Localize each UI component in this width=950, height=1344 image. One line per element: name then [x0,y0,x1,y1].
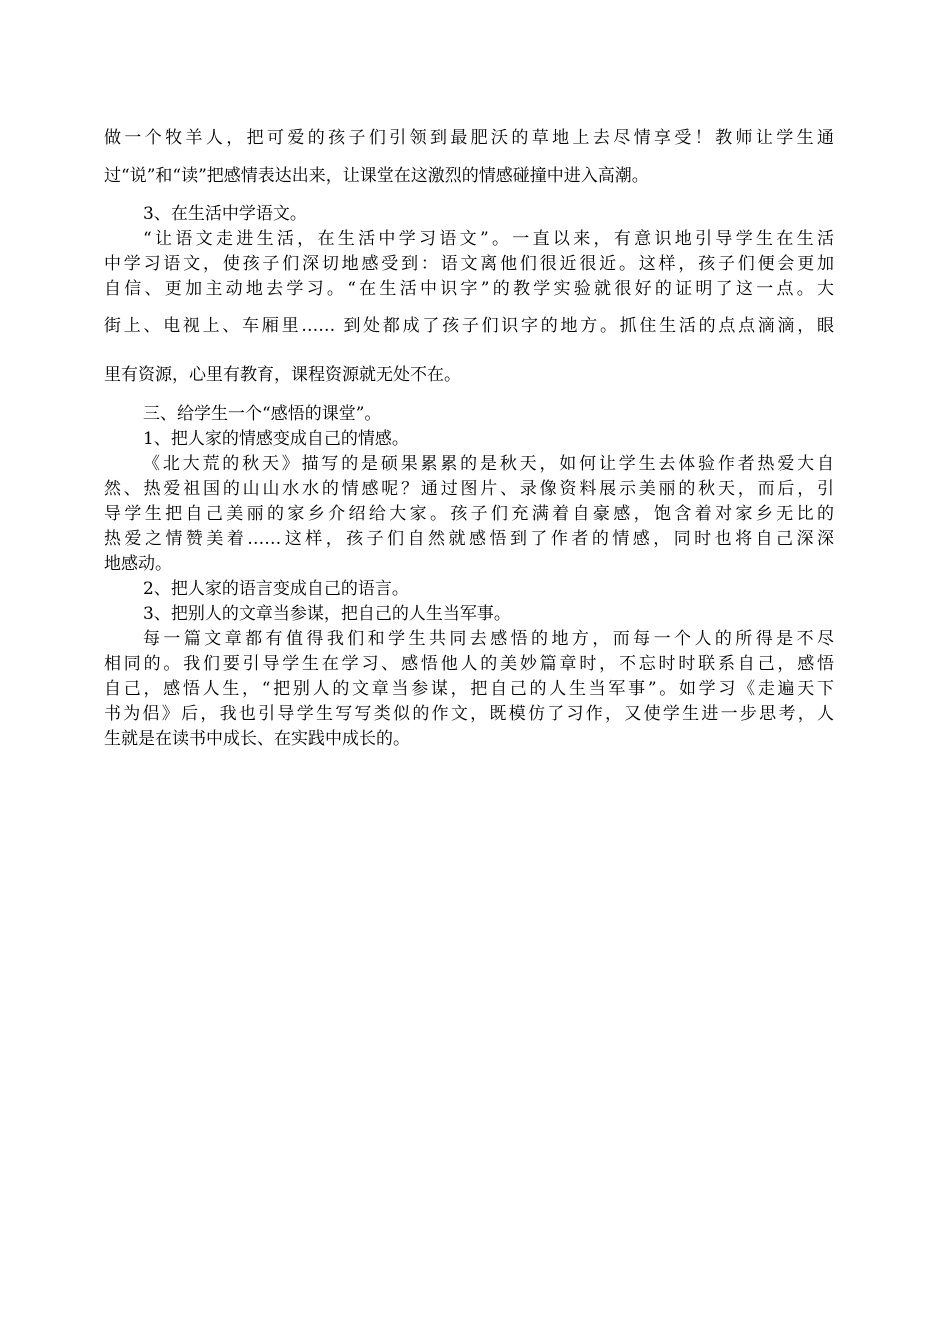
para2-line-1: “让语文走进生活，在生活中学习语文”。一直以来，有意识地引导学生在生活 [143,229,834,249]
para3-line-1: 《北大荒的秋天》描写的是硕果累累的是秋天，如何让学生去体验作者热爱大自 [143,454,834,474]
para3-line-3: 导学生把自己美丽的家乡介绍给大家。孩子们充满着自豪感，饱含着对家乡无比的 [104,504,834,524]
para4-line-5: 生就是在读书中成长、在实践中成长的。 [104,729,410,749]
para1-line-2: 过“说”和“读”把感情表达出来，让课堂在这激烈的情感碰撞中进入高潮。 [104,166,649,186]
heading-2: 2、把人家的语言变成自己的语言。 [143,579,409,599]
para2-line-4: 街上、电视上、车厢里…… 到处都成了孩子们识字的地方。抓住生活的点点滴滴，眼 [104,316,834,336]
para4-line-3: 自己，感悟人生，“把别人的文章当参谋，把自己的人生当军事”。如学习《走遍天下 [104,679,834,699]
heading-3-other: 3、把别人的文章当参谋，把自己的人生当军事。 [143,604,511,624]
para2-line-5: 里有资源，心里有教育，课程资源就无处不在。 [104,365,461,385]
para4-line-2: 相同的。我们要引导学生在学习、感悟他人的美妙篇章时，不忘时时联系自己，感悟 [104,654,834,674]
para2-line-2: 中学习语文，使孩子们深切地感受到：语文离他们很近很近。这样，孩子们便会更加 [104,254,834,274]
para2-line-3: 自信、更加主动地去学习。“在生活中识字”的教学实验就很好的证明了这一点。大 [104,279,834,299]
para3-line-4: 热爱之情赞美着……这样，孩子们自然就感悟到了作者的情感，同时也将自己深深 [104,529,834,549]
para4-line-4: 书为侣》后，我也引导学生写写类似的作文，既模仿了习作，又使学生进一步思考，人 [104,704,834,724]
heading-1: 1、把人家的情感变成自己的情感。 [143,429,409,449]
para4-line-1: 每一篇文章都有值得我们和学生共同去感悟的地方，而每一个人的所得是不尽 [143,629,834,649]
para3-line-5: 地感动。 [104,554,172,574]
section-3-title: 三、给学生一个“感悟的课堂”。 [143,404,382,424]
para1-line-1: 做一个牧羊人，把可爱的孩子们引领到最肥沃的草地上去尽情享受！教师让学生通 [104,128,834,148]
heading-3-life: 3、在生活中学语文。 [143,204,307,224]
para3-line-2: 然、热爱祖国的山山水水的情感呢？通过图片、录像资料展示美丽的秋天，而后，引 [104,479,834,499]
